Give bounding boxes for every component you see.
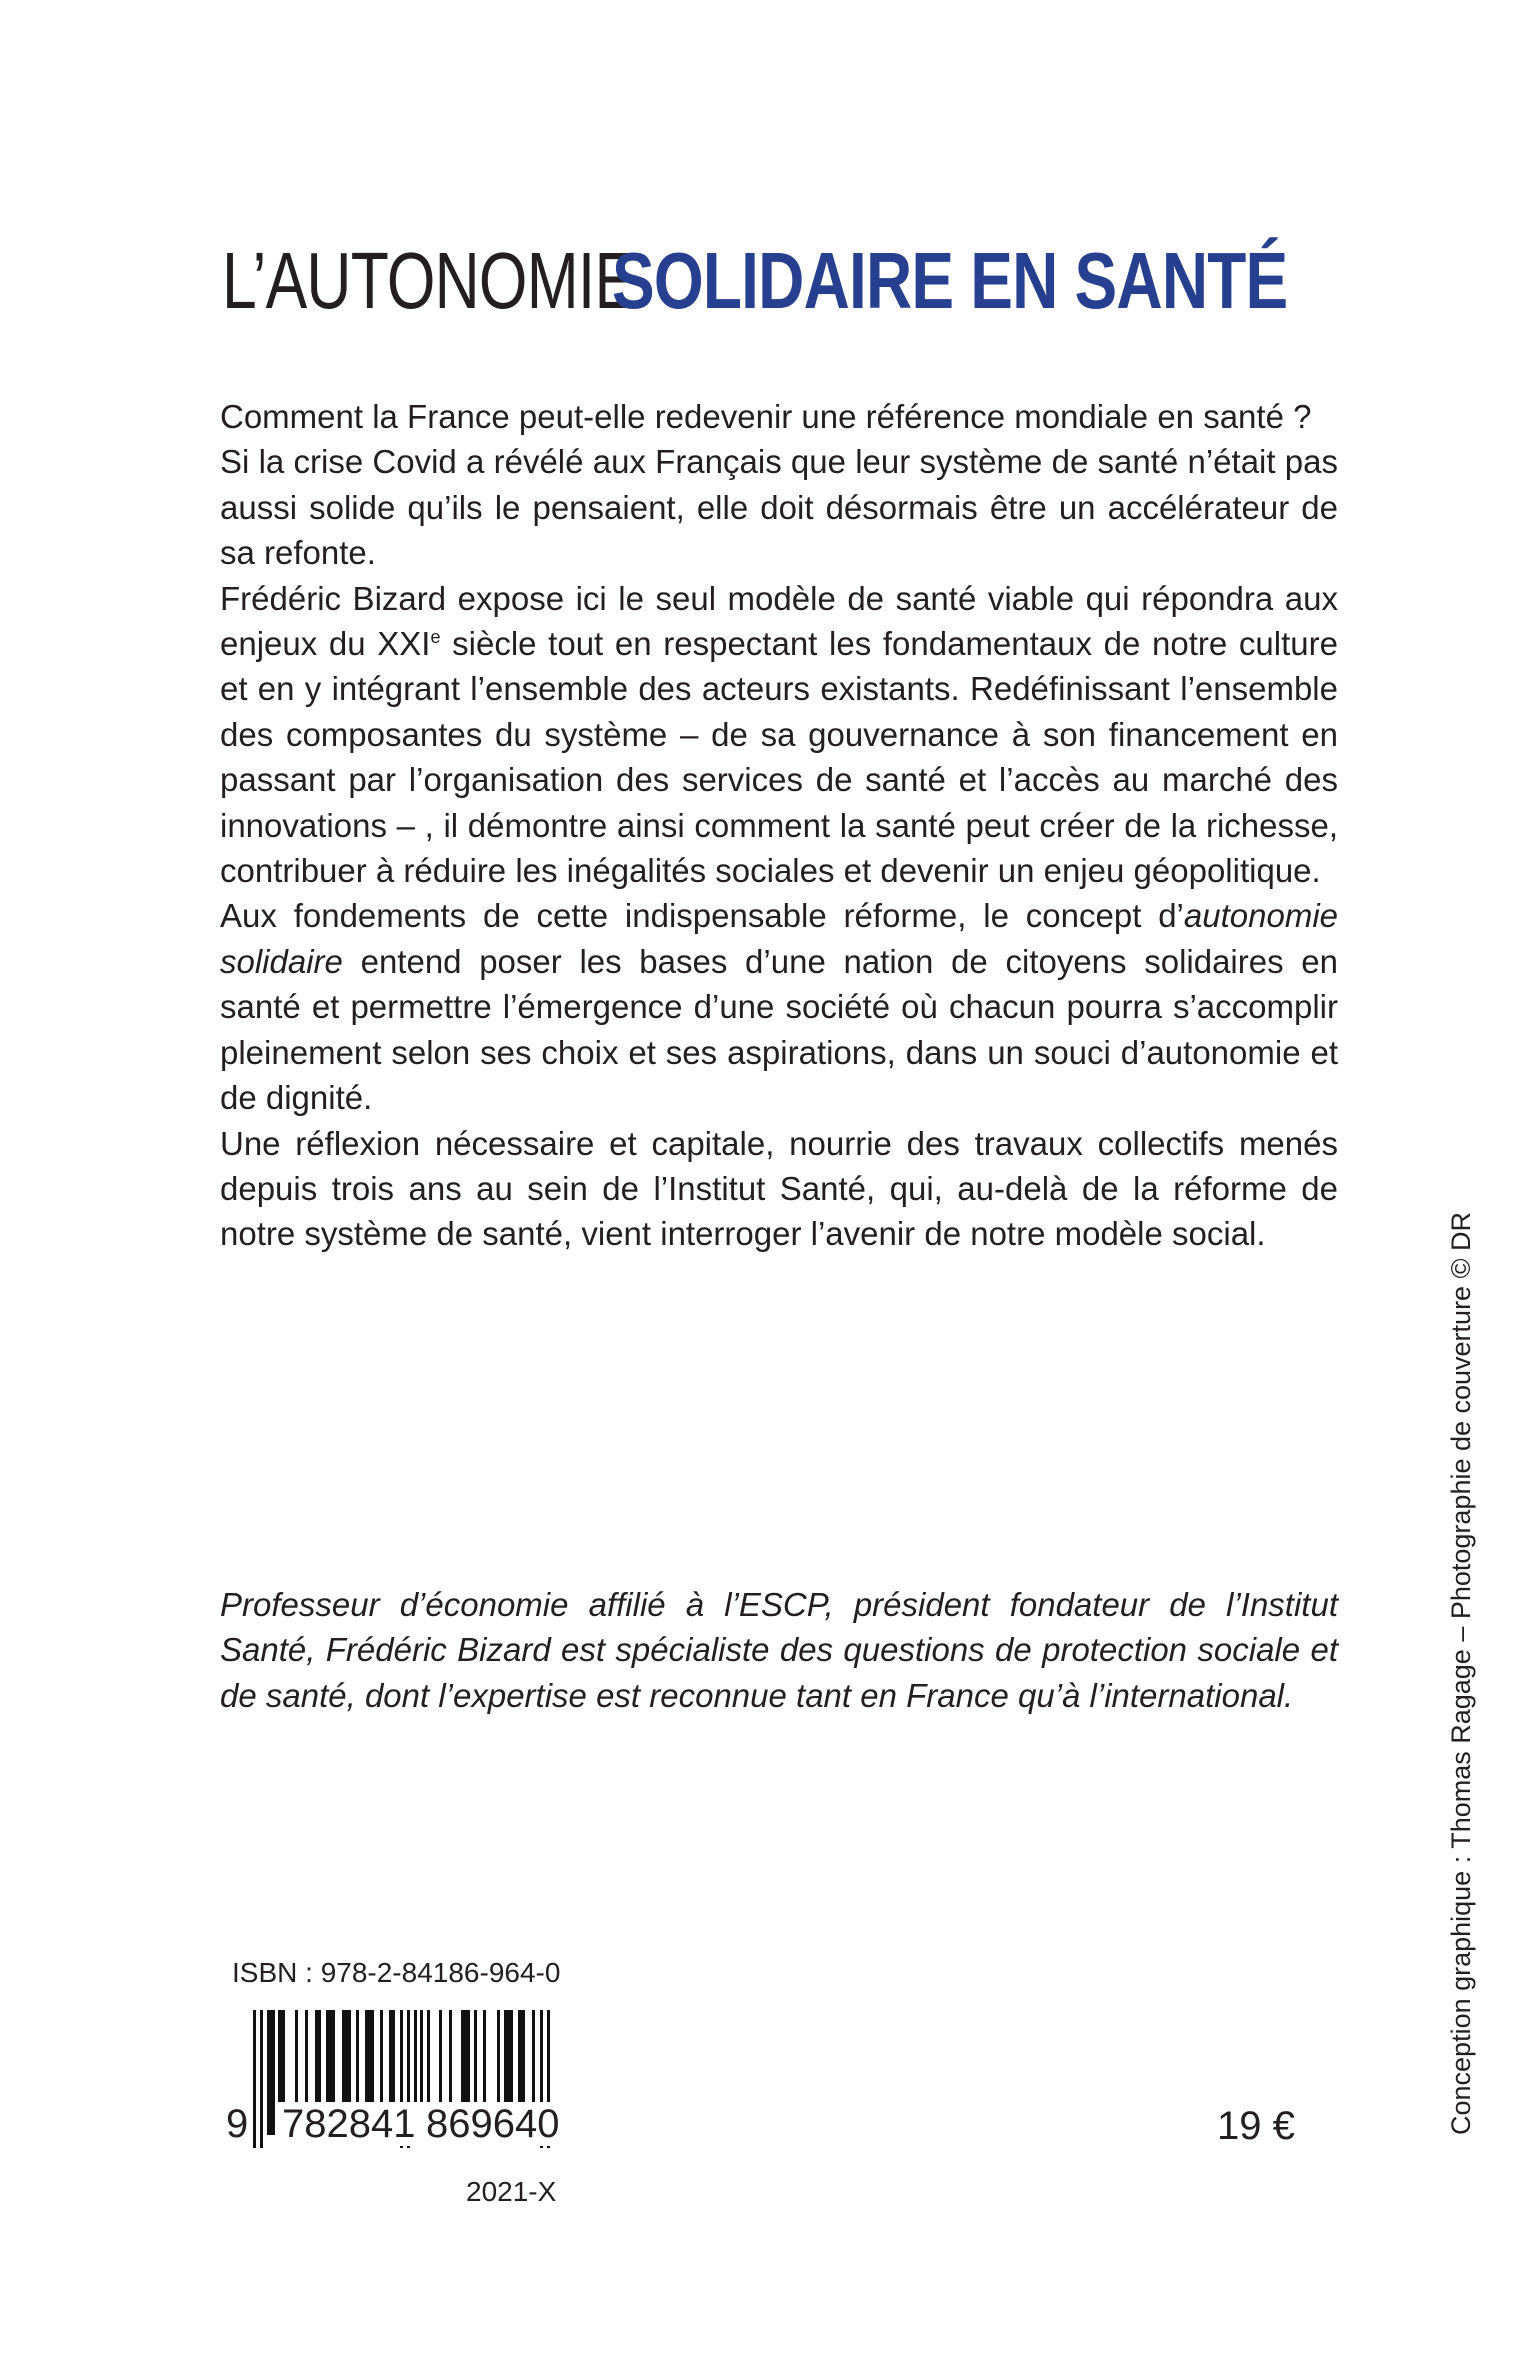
title-bold-part: SOLIDAIRE EN SANTÉ: [612, 236, 1288, 325]
price: 19 €: [1217, 2104, 1295, 2148]
isbn-label: ISBN : 978-2-84186-964-0: [232, 1957, 561, 1988]
edition-code: 2021-X: [466, 2176, 557, 2207]
design-photo-credits: Conception graphique : Thomas Ragage – Photographie de couverture © DR: [1446, 1212, 1476, 2135]
blurb-p4-end: entend poser les bases d’une nation de citoyens solidaires en santé et permettre l’émergence d’une société où chacun pourra s’accomplir pleinement selon ses choix et ses aspirations, dans un souci d’autonomie et de dignité.: [220, 942, 1338, 1117]
blurb-paragraph-2: Si la crise Covid a révélé aux Français que leur système de santé n’était pas aussi solide qu’ils le pensaient, elle doit désormais être un accélérateur de sa refonte.: [220, 443, 1338, 572]
title-light-part: L’AUTONOMIE: [222, 236, 636, 325]
barcode-digits-left: 782841: [276, 2102, 421, 2146]
blurb-p4-start: Aux fondements de cette indispensable réforme, le concept d’: [220, 897, 1184, 935]
author-bio-text: Professeur d’économie affilié à l’ESCP, président fondateur de l’Institut Santé, Frédéric Bizard est spécialiste des questions de protection sociale et de santé, dont l’expertise est reconnue tant en France qu’à l’international.: [220, 1586, 1338, 1714]
blurb-paragraph-5: Une réflexion nécessaire et capitale, nourrie des travaux collectifs menés depuis trois ans au sein de l’Institut Santé, qui, au-delà de la réforme de notre système de santé, vient interroger l’avenir de notre modèle social.: [220, 1124, 1338, 1253]
author-bio: [220, 1582, 1338, 1718]
blurb-paragraph-4: [220, 893, 1338, 1120]
blurb-paragraph-3: [220, 576, 1338, 894]
blurb-paragraph-1: Comment la France peut-elle redevenir une référence mondiale en santé ?: [220, 398, 1312, 435]
barcode-first-digit: 9: [226, 2102, 249, 2146]
back-cover-blurb: [220, 394, 1338, 1257]
blurb-p3-start: Frédéric Bizard expose ici le seul modèle de santé viable qui répondra aux enjeux du XXI: [220, 579, 1338, 663]
century-superscript: e: [430, 627, 441, 648]
blurb-p3-end: siècle tout en respectant les fondamentaux de notre culture et en y intégrant l’ensemble des acteurs existants. Redéfinissant l’ensemble des composantes du système – de sa gouvernance à son financement en passant par l’organisation des services de santé et l’accès au marché des innovations – , il démontre ainsi comment la santé peut créer de la richesse, contribuer à réduire les inégalités sociales et devenir un enjeu géopolitique.: [220, 625, 1338, 890]
concept-emphasis: autonomie solidaire: [220, 897, 1338, 980]
barcode-digits-right: 869640: [420, 2102, 565, 2146]
book-title: [222, 236, 1342, 326]
